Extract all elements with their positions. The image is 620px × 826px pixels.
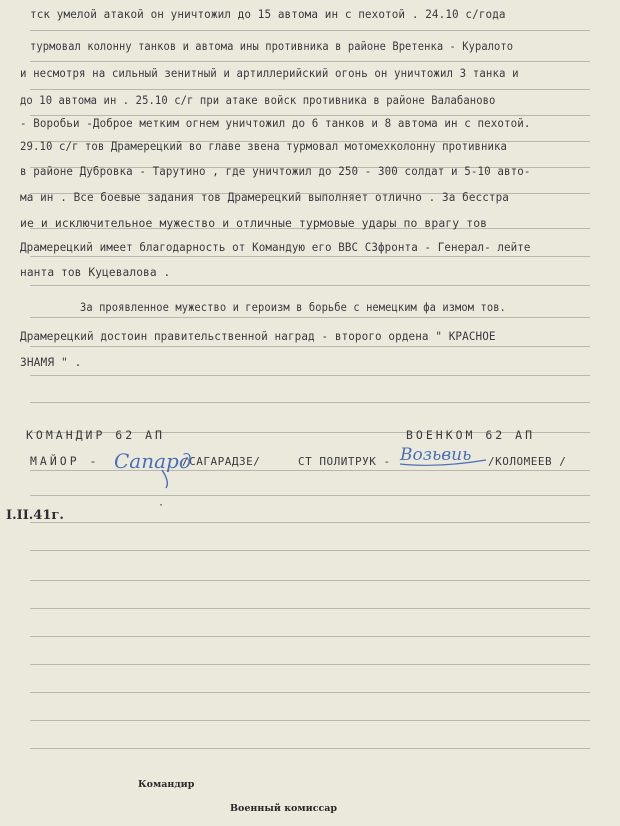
rule-line xyxy=(30,285,590,286)
commissar-handwritten-signature xyxy=(398,438,494,474)
rule-line xyxy=(30,608,590,609)
rule-line xyxy=(30,550,590,551)
body-line: 29.10 с/г тов Драмерецкий во главе звена турмовал мотомехколонну противника xyxy=(20,140,508,153)
rule-line xyxy=(30,375,590,376)
rule-line xyxy=(30,522,590,523)
body-line: до 10 автома ин . 25.10 с/г при атаке войск противника в районе Валабаново xyxy=(20,94,496,107)
body-line: и несмотря на сильный зенитный и артиллерийский огонь он уничтожил 3 танка и xyxy=(20,67,519,80)
commander-title: КОМАНДИР 62 АП xyxy=(26,428,165,442)
commissar-signature-text: Возьвиь xyxy=(400,445,472,465)
rule-line xyxy=(30,664,590,665)
rule-line xyxy=(30,115,590,116)
rule-line xyxy=(30,30,590,31)
rule-line xyxy=(30,692,590,693)
body-line: в районе Дубровка - Тарутино , где уничтожил до 250 - 300 солдат и 5-10 авто- xyxy=(20,165,531,178)
conclusion-line: ЗНАМЯ " . xyxy=(20,356,82,369)
rule-line xyxy=(30,317,590,318)
body-line: ма ин . Все боевые задания тов Драмерецкий выполняет отлично . За бесстра xyxy=(20,191,510,204)
footer-commander-label: Командир xyxy=(138,779,195,790)
rule-line xyxy=(30,636,590,637)
body-line: турмовал колонну танков и автома ины противника в районе Вретенка - Куралото xyxy=(30,40,514,53)
commissar-title: ВОЕНКОМ 62 АП xyxy=(406,428,536,442)
body-line: нанта тов Куцевалова . xyxy=(20,266,171,279)
rule-line xyxy=(30,346,590,347)
commander-rank: МАЙОР - xyxy=(30,454,100,468)
conclusion-line: За проявленное мужество и героизм в борьбе с немецким фа измом тов. xyxy=(80,301,506,314)
commander-name: /САГАРАДЗЕ/ xyxy=(182,455,261,468)
rule-line xyxy=(30,89,590,90)
rule-line xyxy=(30,402,590,403)
rule-line xyxy=(30,580,590,581)
body-line: ие и исключительное мужество и отличные турмовые удары по врагу тов xyxy=(20,217,488,230)
body-line: - Воробьи -Доброе метким огнем уничтожил до 6 танков и 8 автома ин с пехотой. xyxy=(20,117,531,130)
rule-line xyxy=(30,748,590,749)
conclusion-line: Драмерецкий достоин правительственной наград - второго ордена " КРАСНОЕ xyxy=(20,330,496,343)
body-line: Драмерецкий имеет благодарность от Командую его ВВС СЗфронта - Генерал- лейте xyxy=(20,241,531,254)
commander-signature-text: Сапард xyxy=(114,449,192,473)
body-line: тск умелой атакой он уничтожил до 15 автома ин с пехотой . 24.10 с/года xyxy=(30,8,506,21)
commissar-rank: СТ ПОЛИТРУК - xyxy=(298,455,391,468)
ink-speck: · xyxy=(158,500,165,511)
footer-commissar-label: Военный комиссар xyxy=(230,803,338,814)
rule-line xyxy=(30,495,590,496)
rule-line xyxy=(30,256,590,257)
commander-handwritten-signature xyxy=(112,440,192,490)
commissar-name: /КОЛОМЕЕВ / xyxy=(488,455,567,468)
rule-line xyxy=(30,61,590,62)
document-date: I.II.41г. xyxy=(6,508,64,523)
rule-line xyxy=(30,720,590,721)
